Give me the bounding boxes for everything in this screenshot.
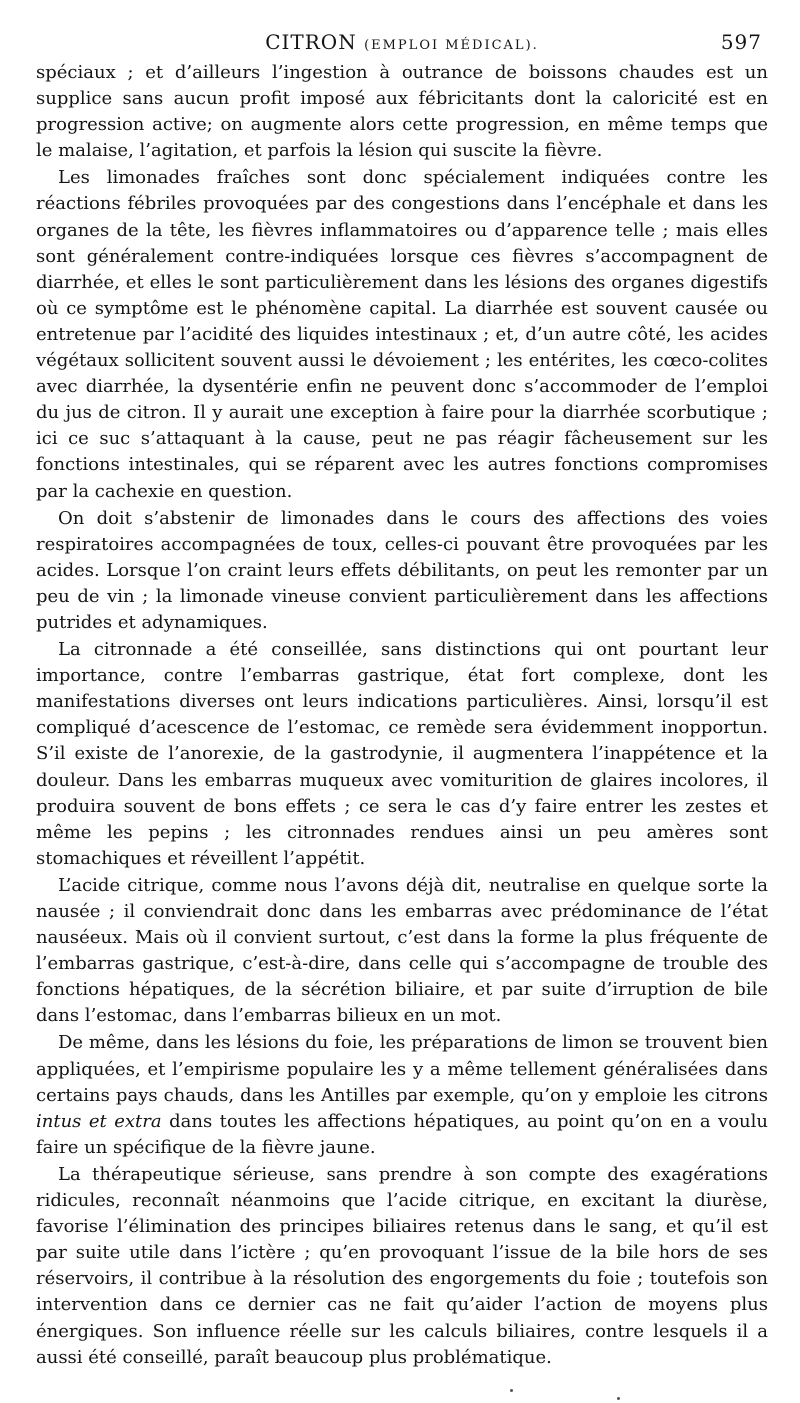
paragraph-text: dans toutes les affections hépatiques, au point qu’on en a voulu faire un spécifique de la fièvre jaune. xyxy=(36,1110,768,1158)
ink-speck xyxy=(617,1397,620,1400)
ink-speck xyxy=(510,1389,513,1392)
running-header xyxy=(36,30,768,60)
header-subtitle: (EMPLOI MÉDICAL). xyxy=(364,38,539,53)
paragraph-text: spéciaux ; et d’ailleurs l’ingestion à outrance de boissons chaudes est un supplice sans aucun profit imposé aux fébricitants dont la caloricité est en progression active; on augmente alors cette progression, en même temps que le malaise, l’agitation, et parfois la lésion qui suscite la fièvre. xyxy=(36,62,768,162)
italic-phrase: intus et extra xyxy=(36,1110,162,1132)
paragraph-text: La thérapeutique sérieuse, sans prendre à son compte des exagérations ridicules, reconnaît néanmoins que l’acide citrique, en excitant la diurèse, favorise l’élimination des principes biliaires retenus dans le sang, et qu’il est par suite utile dans l’ictère ; qu’en provoquant l’issue de la bile hors de ses réservoirs, il contribue à la résolution des engorgements du foie ; toutefois son intervention dans ce dernier cas ne fait qu’aider l’action de moyens plus énergiques. Son influence réelle sur les calculs biliaires, contre lesquels il a aussi été conseillé, paraît beaucoup plus problématique. xyxy=(36,1163,768,1368)
header-title-line xyxy=(36,30,768,54)
paragraph xyxy=(36,1030,768,1160)
paragraph xyxy=(36,1162,768,1371)
paragraph xyxy=(36,60,768,164)
paragraph xyxy=(36,165,768,504)
paragraph-text: De même, dans les lésions du foie, les préparations de limon se trouvent bien appliquées, et l’empirisme populaire les y a même tellement généralisées dans certains pays chauds, dans les Antilles par exemple, qu’on y emploie les citrons xyxy=(36,1032,768,1106)
page-specks xyxy=(0,1373,800,1403)
paragraph-text: On doit s’abstenir de limonades dans le cours des affections des voies respiratoires accompagnées de toux, celles-ci pouvant être provoquées par les acides. Lorsque l’on craint leurs effets débilitants, on peut les remonter par un peu de vin ; la limonade vineuse convient particulièrement dans les affections putrides et adynamiques. xyxy=(36,507,768,633)
body-text xyxy=(36,60,768,1371)
paragraph-text: La citronnade a été conseillée, sans distinctions qui ont pourtant leur importance, contre l’embarras gastrique, état fort complexe, dont les manifestations diverses ont leurs indications particulières. Ainsi, lorsqu’il est compliqué d’acescence de l’estomac, ce remède sera évidemment inopportun. S’il existe de l’anorexie, de la gastrodynie, il augmentera l’inappétence et la douleur. Dans les embarras muqueux avec vomiturition de glaires incolores, il produira souvent de bons effets ; ce sera le cas d’y faire entrer les zestes et même les pepins ; les citronnades rendues ainsi un peu amères sont stomachiques et réveillent l’appétit. xyxy=(36,639,768,869)
header-title: CITRON xyxy=(265,30,357,54)
paragraph xyxy=(36,506,768,636)
page-number: 597 xyxy=(720,30,762,54)
paragraph xyxy=(36,873,768,1030)
paragraph-text: Les limonades fraîches sont donc spécialement indiquées contre les réactions fébriles provoquées par des congestions dans l’encéphale et dans les organes de la tête, les fièvres inflammatoires ou d’apparence telle ; mais elles sont généralement contre-indiquées lorsque ces fièvres s’accompagnent de diarrhée, et elles le sont particulièrement dans les lésions des organes digestifs où ce symptôme est le phénomène capital. La diarrhée est souvent causée ou entretenue par l’acidité des liquides intestinaux ; et, d’un autre côté, les acides végétaux sollicitent souvent aussi le dévoiement ; les entérites, les cœco-colites avec diarrhée, la dysentérie enfin ne peuvent donc s’accommoder de l’emploi du jus de citron. Il y aurait une exception à faire pour la diarrhée scorbutique ; ici ce suc s’attaquant à la cause, peut ne pas réagir fâcheusement sur les fonctions intestinales, qui se réparent avec les autres fonctions compromises par la cachexie en question. xyxy=(36,167,768,502)
paragraph xyxy=(36,637,768,872)
paragraph-text: L’acide citrique, comme nous l’avons déjà dit, neutralise en quelque sorte la nausée ; il conviendrait donc dans les embarras avec prédominance de l’état nauséeux. Mais où il convient surtout, c’est dans la forme la plus fréquente de l’embarras gastrique, c’est-à-dire, dans celle qui s’accompagne de trouble des fonctions hépatiques, de la sécrétion biliaire, et par suite d’irruption de bile dans l’estomac, dans l’embarras bilieux en un mot. xyxy=(36,874,768,1027)
